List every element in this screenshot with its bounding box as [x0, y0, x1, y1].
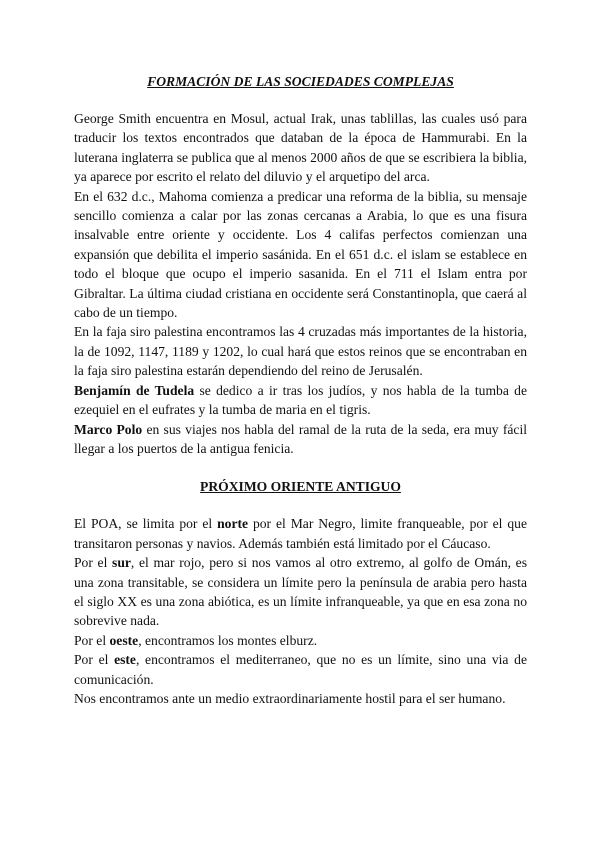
paragraph-este — [74, 650, 527, 689]
bold-direction: oeste — [109, 632, 139, 648]
document-content — [74, 72, 527, 708]
document-title: FORMACIÓN DE LAS SOCIEDADES COMPLEJAS — [147, 74, 454, 89]
paragraph-text: , encontramos el mediterraneo, que no es un límite, sino una via de comunicación. — [74, 652, 527, 687]
paragraph-mahoma: En el 632 d.c., Mahoma comienza a predicar una reforma de la biblia, su mensaje sencillo comienza a calar por las zonas cercanas a Arabia, lo que es una fisura insalvable entre oriente y occidente. Los 4 califas perfectos comienzan una expansión que debilita el imperio sasánida. En el 651 d.c. el islam se establece en todo el bloque que ocupo el imperio sasanida. En el 711 el Islam entra por Gibraltar. La última ciudad cristiana en occidente será Constantinopla, que caerá al cabo de un tiempo. — [74, 188, 527, 321]
paragraph-text: Por el — [74, 632, 110, 648]
paragraph-george-smith: George Smith encuentra en Mosul, actual Irak, unas tablillas, las cuales usó para traducir los textos encontrados que databan de la época de Hammurabi. En la luterana inglaterra se publica que al menos 2000 años de que se escribiera la biblia, ya aparece por escrito el relato del diluvio y el arquetipo del arca. — [74, 111, 527, 185]
paragraph-benjamin-de-tudela — [74, 381, 527, 420]
paragraph-text: se dedico a ir tras los judíos, y nos habla de la tumba de ezequiel en el eufrates y la tumba de maria en el tigris. — [74, 382, 527, 418]
paragraph-sur — [74, 553, 527, 631]
paragraph-oeste — [74, 631, 527, 650]
bold-direction: sur — [112, 555, 131, 571]
bold-name: Marco Polo — [74, 421, 143, 437]
paragraph-text: por el Mar Negro, limite franqueable, por el que transitaron personas y navios. Además también está limitado por el Cáucaso. — [74, 516, 527, 551]
paragraph-text: , encontramos los montes elburz. — [138, 632, 318, 648]
paragraph-text: en sus viajes nos habla del ramal de la ruta de la seda, era muy fácil llegar a los puertos de la antigua fenicia. — [74, 421, 527, 456]
paragraph-cruzadas: En la faja siro palestina encontramos las 4 cruzadas más importantes de la historia, la de 1092, 1147, 1189 y 1202, lo cual hará que estos reinos que se encontraban en la faja siro palestina estarán dependiendo del reino de Jerusalén. — [74, 324, 527, 379]
section-subtitle: PRÓXIMO ORIENTE ANTIGUO — [200, 479, 401, 495]
paragraph-text: , el mar rojo, pero si nos vamos al otro extremo, al golfo de Omán, es una zona transitable, se considera un límite pero la península de arabia pero hasta el siglo XX es una zona abiótica, es un límite infranqueable, ya que en esa zona no sobrevive nada. — [74, 555, 527, 629]
bold-direction: norte — [217, 516, 249, 532]
paragraph-marco-polo — [74, 420, 527, 459]
paragraph-text: El POA, se limita por el — [74, 516, 218, 532]
bold-direction: este — [114, 652, 136, 668]
bold-name: Benjamín de Tudela — [74, 382, 195, 398]
paragraph-text: Por el — [74, 555, 113, 571]
paragraph-text: Por el — [74, 652, 115, 668]
paragraph-norte — [74, 514, 527, 553]
paragraph-conclusion: Nos encontramos ante un medio extraordinariamente hostil para el ser humano. — [74, 690, 506, 706]
